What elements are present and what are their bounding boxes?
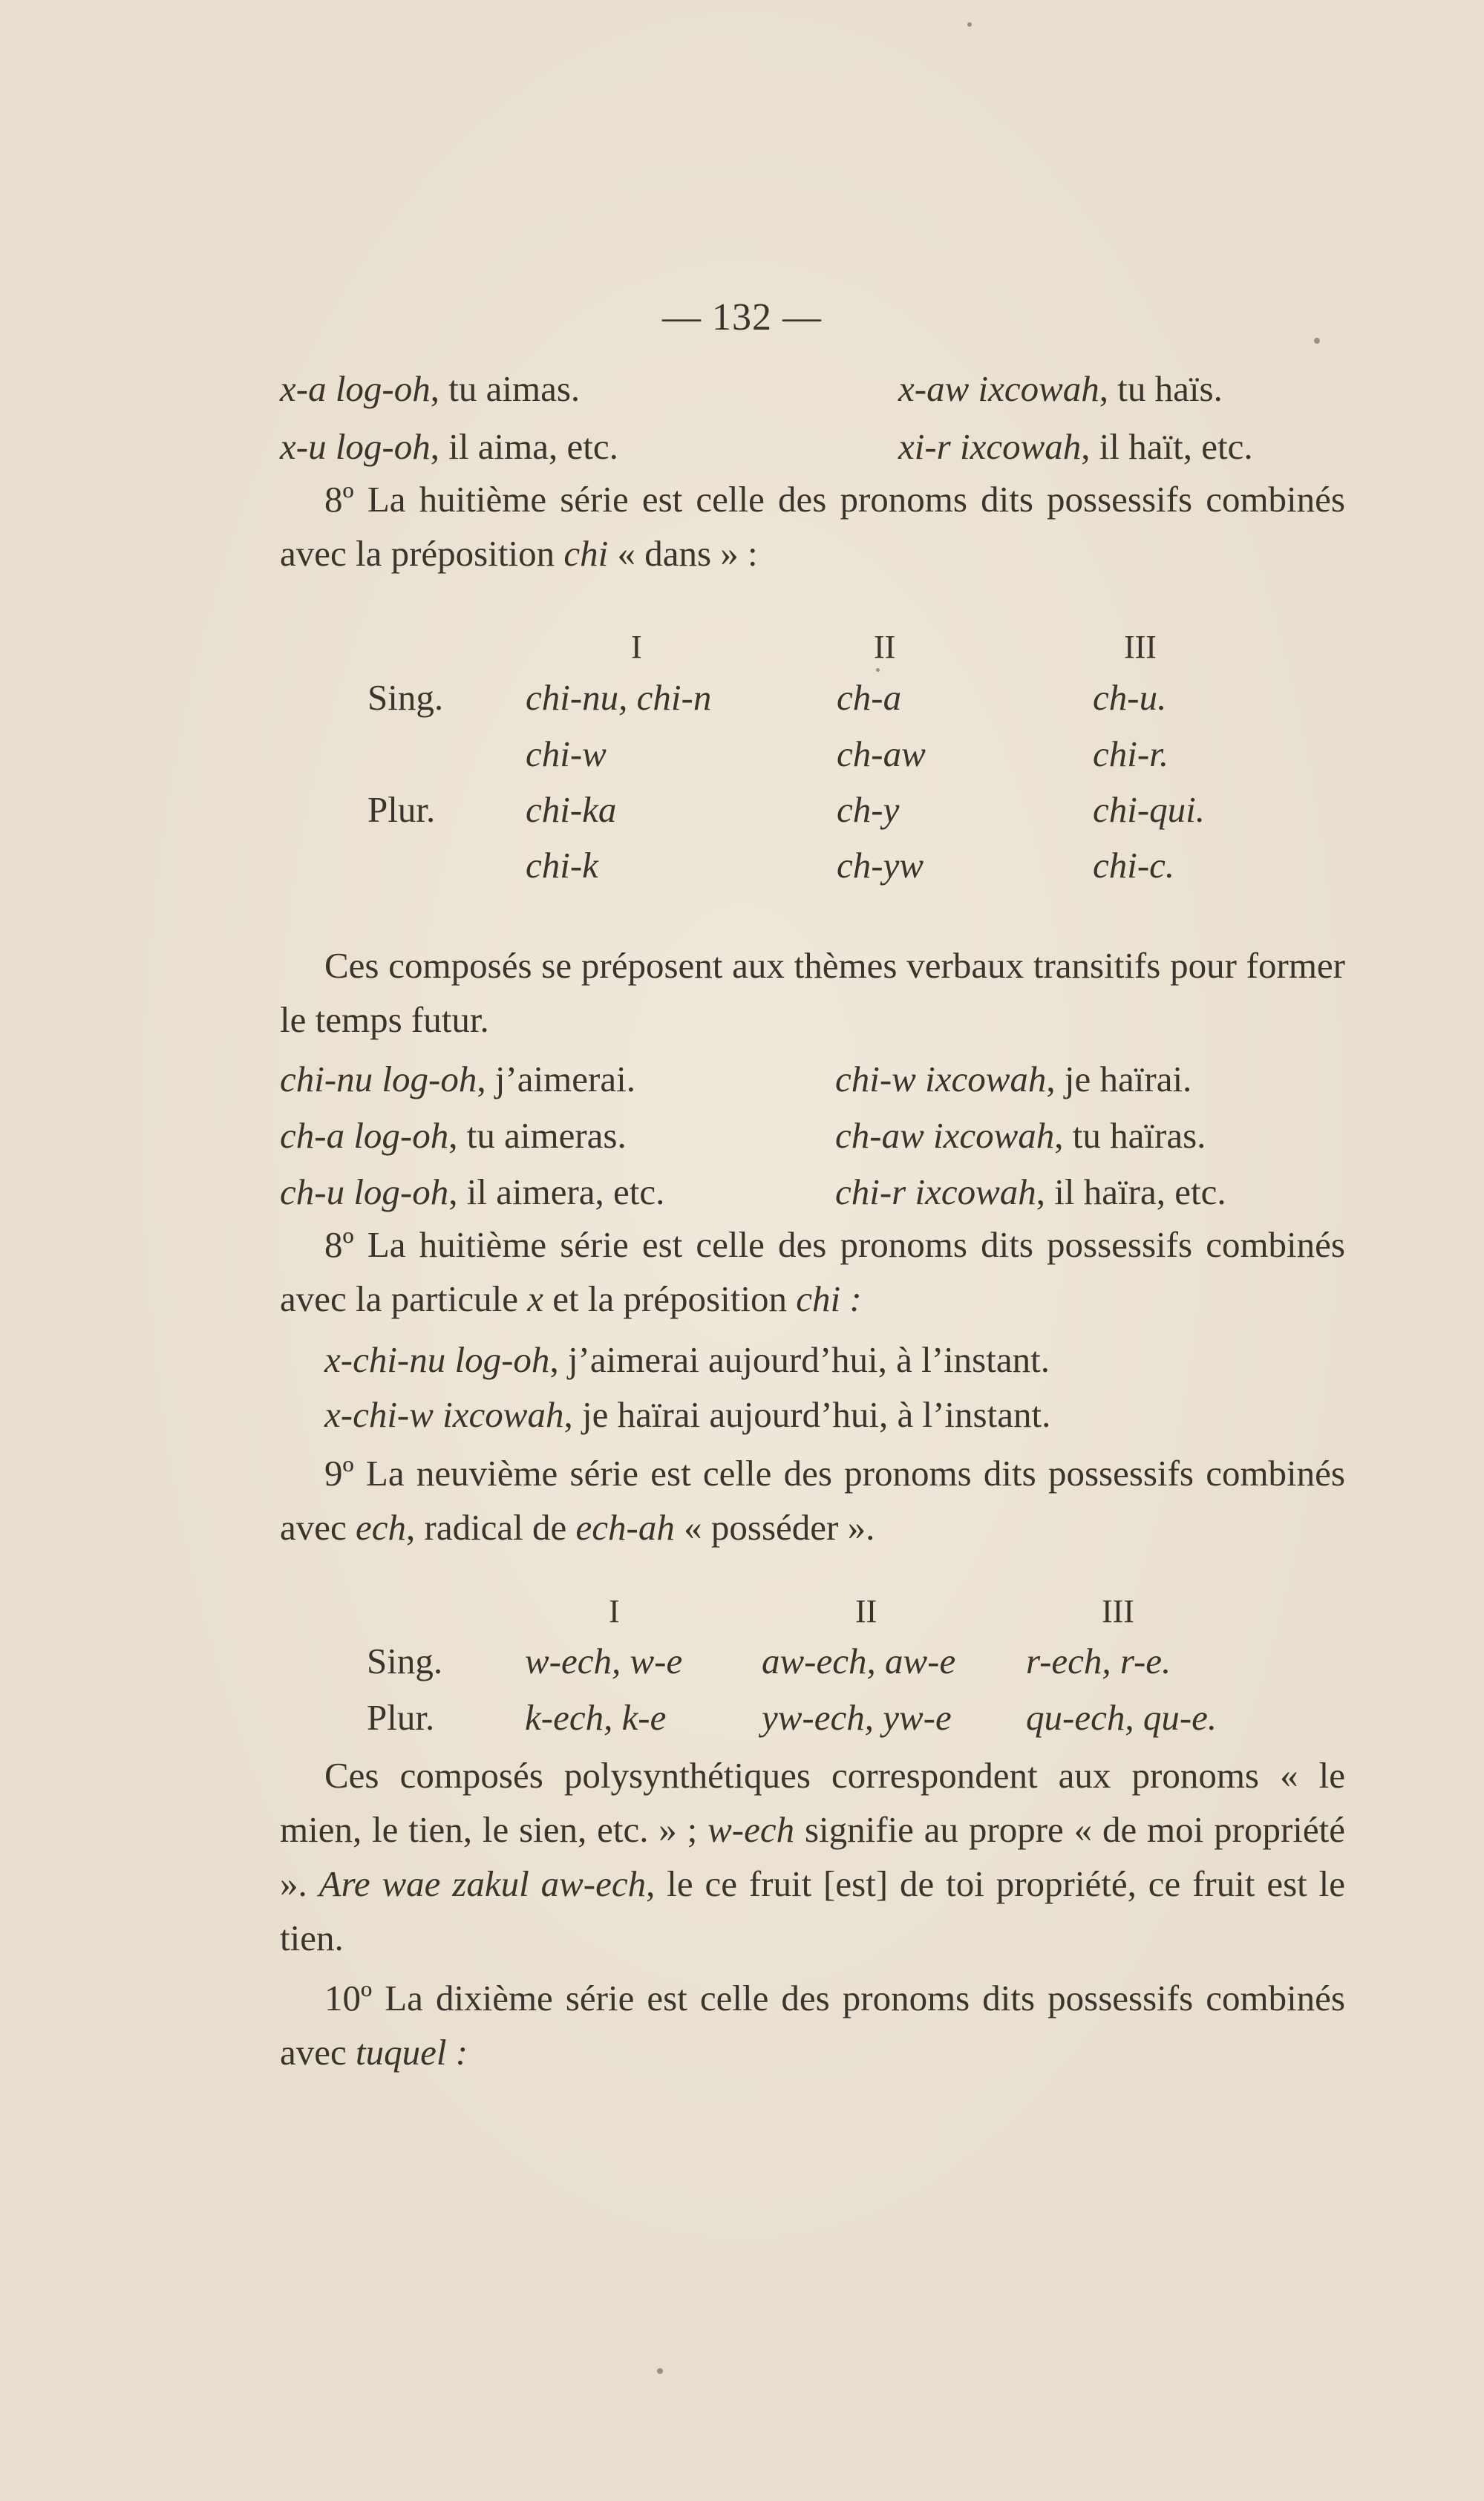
table2-cell: qu-ech, qu-e.	[1026, 1697, 1217, 1738]
para5-text-a: Ces composés polysynthétiques correspondent aux pronoms « le mien, le tien, le sien, etc. » ;	[280, 1755, 1345, 1850]
para6-term-tuquel: tuquel :	[356, 2032, 468, 2073]
intro-left-1	[280, 362, 580, 416]
para4-text-e: « posséder ».	[674, 1507, 875, 1548]
future-left-1-word: chi-nu log-oh	[280, 1059, 477, 1099]
future-right-3-gloss: , il haïra, etc.	[1036, 1171, 1226, 1212]
paper-speck	[876, 668, 880, 672]
future-right-3-word: chi-r ixcowah	[835, 1171, 1036, 1212]
table1-cell: chi-nu, chi-n	[526, 677, 712, 718]
para5-term-w-ech: w-ech	[707, 1809, 795, 1850]
para1-text-c: « dans » :	[608, 533, 758, 574]
table1-cell: ch-yw	[837, 845, 924, 886]
example-1-word: x-chi-nu log-oh	[324, 1339, 550, 1380]
intro-left-2-word: x-u log-oh	[280, 426, 431, 467]
paragraph-polysynthetic	[280, 1748, 1345, 1965]
intro-left-2	[280, 420, 618, 474]
table1-header-1: I	[631, 629, 642, 665]
table2-cell: yw-ech, yw-e	[762, 1697, 952, 1738]
table2-header-3: III	[1102, 1593, 1134, 1629]
future-left-3-word: ch-u log-oh	[280, 1171, 449, 1212]
table1-cell: ch-a	[837, 677, 902, 718]
para4-text-c: , radical de	[406, 1507, 576, 1548]
intro-left-2-gloss: , il aima, etc.	[430, 426, 618, 467]
table1-cell: chi-qui.	[1093, 789, 1206, 830]
intro-right-1	[898, 362, 1223, 416]
table1-cell: chi-c.	[1093, 845, 1175, 886]
example-2-word: x-chi-w ixcowah	[324, 1394, 564, 1435]
table1-cell: chi-r.	[1093, 733, 1169, 774]
para3-text-a: 8º La huitième série est celle des pronoms dits possessifs combinés avec la particule	[280, 1224, 1345, 1319]
intro-right-2	[898, 420, 1253, 474]
future-left-3	[280, 1166, 664, 1219]
table1-cell: chi-k	[526, 845, 598, 886]
example-2-gloss: , je haïrai aujourd’hui, à l’instant.	[563, 1394, 1051, 1435]
future-left-2	[280, 1109, 627, 1163]
table1-cell: ch-aw	[837, 733, 926, 774]
para4-term-ech: ech	[356, 1507, 406, 1548]
future-left-2-gloss: , tu aimeras.	[448, 1115, 627, 1156]
table2-cell: k-ech, k-e	[525, 1697, 667, 1738]
table1-row-label: Sing.	[367, 677, 444, 718]
para3-text-c: et la préposition	[543, 1278, 797, 1319]
future-right-1-gloss: , je haïrai.	[1046, 1059, 1192, 1099]
paragraph-8-chi	[280, 472, 1345, 581]
table1-cell: chi-w	[526, 733, 607, 774]
table2-row-label: Sing.	[367, 1641, 443, 1681]
future-right-1	[835, 1053, 1192, 1106]
example-1	[324, 1333, 1050, 1387]
para6-text-a: 10º La dixième série est celle des pronoms dits possessifs combinés avec	[280, 1978, 1345, 2073]
para1-term: chi	[563, 533, 609, 574]
intro-left-1-gloss: , tu aimas.	[430, 368, 581, 409]
paragraph-future: Ces composés se préposent aux thèmes verbaux transitifs pour former le temps futur.	[280, 945, 1345, 1040]
para5-text-c: signifie au propre « de moi propriété ».	[280, 1809, 1345, 1904]
table1-cell: ch-y	[837, 789, 900, 830]
example-1-gloss: , j’aimerai aujourd’hui, à l’instant.	[549, 1339, 1050, 1380]
intro-left-1-word: x-a log-oh	[280, 368, 431, 409]
para3-term-chi: chi :	[796, 1278, 862, 1319]
example-2	[324, 1388, 1050, 1442]
table2-cell: w-ech, w-e	[525, 1641, 683, 1681]
future-right-2-word: ch-aw ixcowah	[835, 1115, 1055, 1156]
future-left-3-gloss: , il aimera, etc.	[448, 1171, 665, 1212]
future-left-1	[280, 1053, 635, 1106]
table2-cell: r-ech, r-e.	[1026, 1641, 1171, 1681]
paper-speck	[657, 2368, 663, 2374]
table2-cell: aw-ech, aw-e	[762, 1641, 956, 1681]
future-right-2	[835, 1109, 1206, 1163]
future-left-2-word: ch-a log-oh	[280, 1115, 449, 1156]
paragraph-9-ech	[280, 1446, 1345, 1554]
para4-text-a: 9º La neuvième série est celle des pronoms dits possessifs combinés avec	[280, 1453, 1345, 1548]
table1-cell: chi-ka	[526, 789, 617, 830]
intro-right-2-word: xi-r ixcowah	[898, 426, 1082, 467]
paragraph-10-tuquel	[280, 1971, 1345, 2079]
table1-cell: ch-u.	[1093, 677, 1167, 718]
future-left-1-gloss: , j’aimerai.	[477, 1059, 635, 1099]
table2-header-2: II	[855, 1593, 877, 1629]
future-right-1-word: chi-w ixcowah	[835, 1059, 1047, 1099]
intro-right-2-gloss: , il haït, etc.	[1081, 426, 1253, 467]
paper-speck	[967, 22, 972, 27]
para5-example: Are wae zakul aw-ech	[318, 1863, 647, 1904]
paragraph-8-x-chi	[280, 1217, 1345, 1326]
intro-right-1-gloss: , tu haïs.	[1099, 368, 1223, 409]
para3-term-x: x	[527, 1278, 544, 1319]
table1-header-3: III	[1124, 629, 1157, 665]
para1-text-a: 8º La huitième série est celle des pronoms dits possessifs combinés avec la préposition	[280, 479, 1345, 574]
para5-text-e: , le ce fruit [est] de toi propriété, ce fruit est le tien.	[280, 1863, 1346, 1958]
table2-header-1: I	[609, 1593, 620, 1629]
table1-row-label: Plur.	[367, 789, 436, 830]
future-right-3	[835, 1166, 1226, 1219]
table2-row-label: Plur.	[367, 1697, 435, 1738]
intro-right-1-word: x-aw ixcowah	[898, 368, 1099, 409]
table1-header-2: II	[874, 629, 896, 665]
page-number: — 132 —	[662, 296, 822, 339]
future-right-2-gloss: , tu haïras.	[1054, 1115, 1206, 1156]
paper-speck	[1314, 338, 1320, 344]
para4-term-ech-ah: ech-ah	[575, 1507, 675, 1548]
